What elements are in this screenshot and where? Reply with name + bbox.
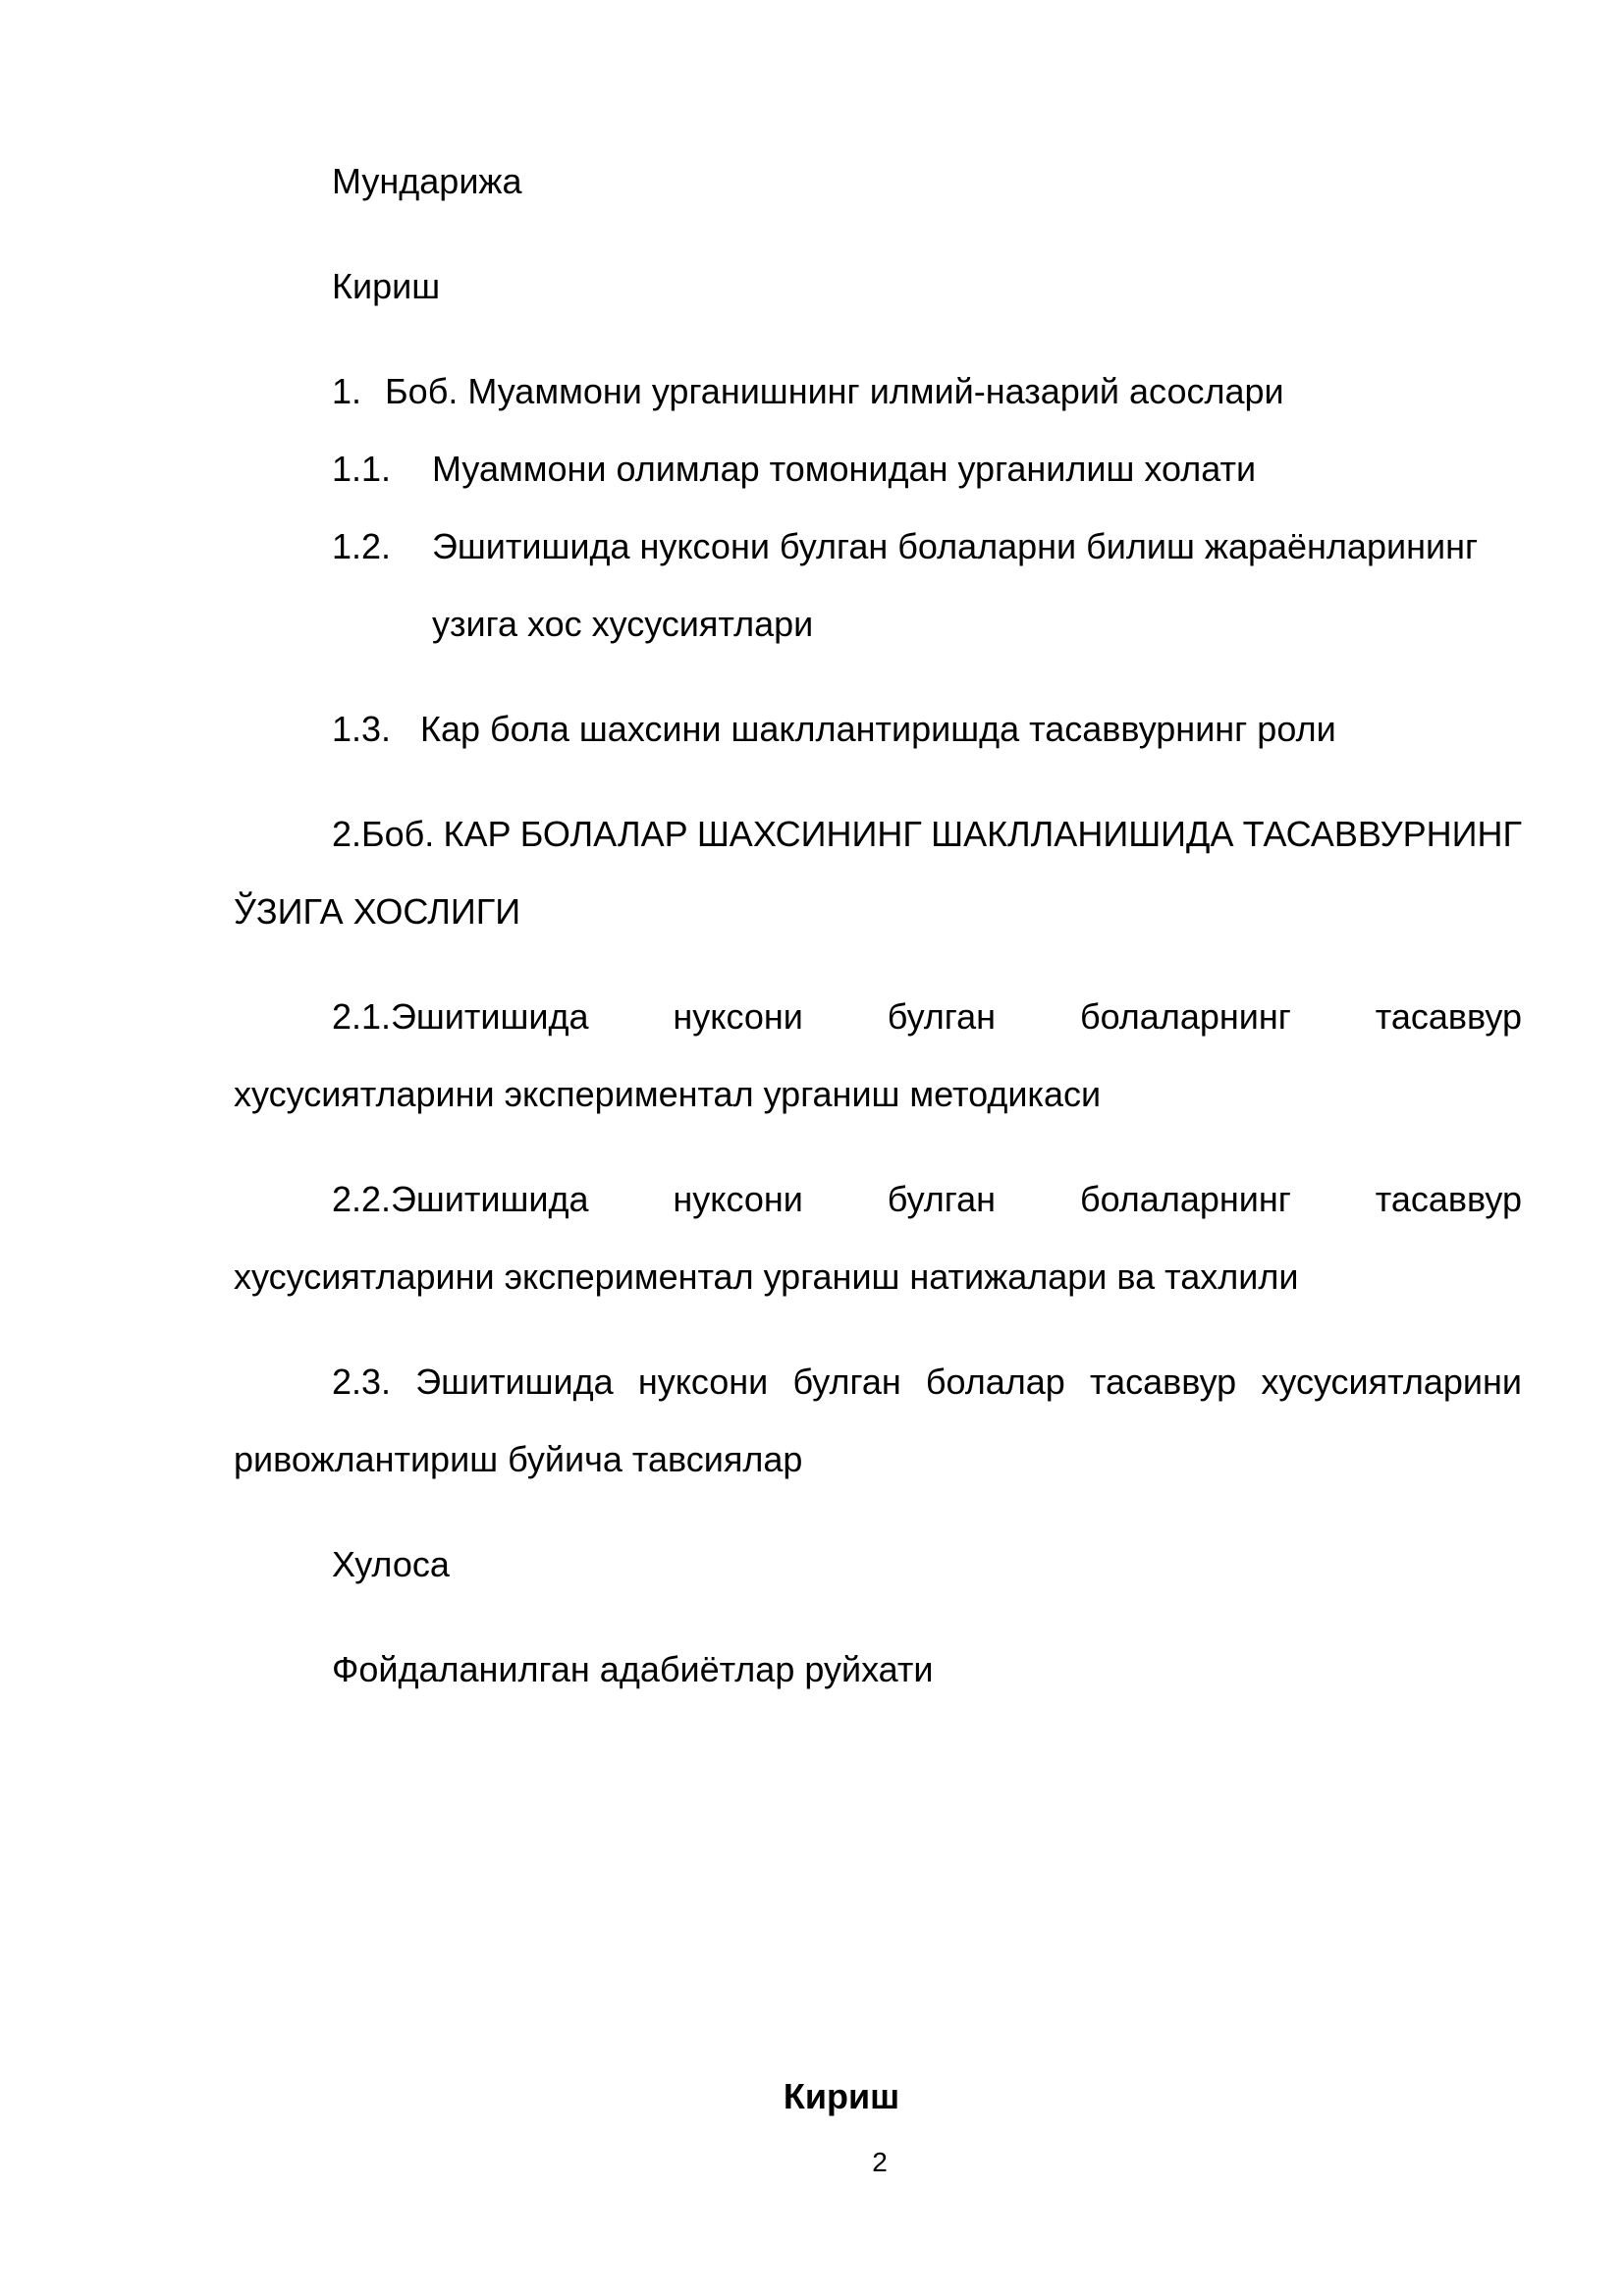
toc-word: хусусиятларини — [1261, 1362, 1522, 1402]
toc-word: болаларнинг — [1079, 1179, 1291, 1219]
toc-word: болаларнинг — [1079, 996, 1291, 1037]
toc-item-references: Фойдаланилган адабиётлар руйхати — [332, 1649, 934, 1689]
toc-word: болалар — [925, 1362, 1065, 1402]
toc-item-number: 1. — [332, 371, 362, 411]
toc-word: булган — [887, 1179, 997, 1219]
toc-word: булган — [887, 996, 997, 1037]
toc-item-chapter-2-continuation: ЎЗИГА ХОСЛИГИ — [234, 891, 521, 932]
toc-word: нуксони — [673, 1179, 803, 1219]
toc-word: тасаввур — [1090, 1362, 1237, 1402]
toc-item-text: Муаммони олимлар томонидан урганилиш холати — [432, 449, 1257, 489]
toc-item-section-2-3 — [332, 1361, 1522, 1404]
toc-word: тасаввур — [1375, 1179, 1522, 1219]
section-heading: Кириш — [783, 2076, 900, 2116]
toc-item-chapter-1 — [332, 370, 1284, 413]
toc-word: 2.3. — [332, 1362, 392, 1402]
toc-item-section-2-2-continuation: хусусиятларини экспериментал урганиш натижалари ва тахлили — [234, 1256, 1299, 1297]
toc-item-section-2-3-continuation: ривожлантириш буйича тавсиялар — [234, 1439, 803, 1479]
toc-word: БОЛАЛАР — [519, 814, 688, 854]
toc-item-text: Боб. Муаммони урганишнинг илмий-назарий асослари — [385, 371, 1284, 411]
toc-word: Эшитишида — [415, 1362, 614, 1402]
toc-item-number: 1.2. — [332, 526, 392, 566]
toc-word: КАР — [443, 814, 512, 854]
toc-item-conclusion: Хулоса — [332, 1544, 450, 1584]
toc-word: тасаввур — [1375, 996, 1522, 1037]
toc-item-section-2-2 — [332, 1178, 1522, 1221]
toc-item-section-1-2-continuation: узига хос хусусиятлари — [432, 604, 814, 644]
toc-word: нуксони — [673, 996, 803, 1037]
toc-word: ТАСАВВУРНИНГ — [1242, 814, 1522, 854]
toc-item-text: Эшитишида нуксони булган болаларни билиш жараёнларининг — [432, 526, 1479, 566]
toc-word: 2.1.Эшитишида — [332, 996, 589, 1037]
toc-item-text: Кар бола шахсини шакллантиришда тасаввурнинг роли — [420, 709, 1336, 749]
toc-word: нуксони — [637, 1362, 769, 1402]
toc-word: 2.Боб. — [332, 814, 435, 854]
toc-item-section-1-1 — [332, 448, 1256, 491]
toc-item-section-2-1-continuation: хусусиятларини экспериментал урганиш методикаси — [234, 1074, 1102, 1114]
toc-word: 2.2.Эшитишида — [332, 1179, 589, 1219]
toc-title: Мундарижа — [332, 161, 522, 201]
toc-item-chapter-2 — [332, 813, 1522, 856]
toc-item-intro: Кириш — [332, 266, 441, 306]
toc-word: ШАХСИНИНГ — [696, 814, 922, 854]
page-number: 2 — [872, 2147, 888, 2177]
toc-item-number: 1.3. — [332, 709, 392, 749]
toc-item-number: 1.1. — [332, 449, 392, 489]
toc-word: булган — [792, 1362, 901, 1402]
toc-item-section-1-3 — [332, 708, 1336, 751]
toc-word: ШАКЛЛАНИШИДА — [931, 814, 1234, 854]
toc-item-section-1-2 — [332, 525, 1478, 568]
toc-item-section-2-1 — [332, 995, 1522, 1039]
